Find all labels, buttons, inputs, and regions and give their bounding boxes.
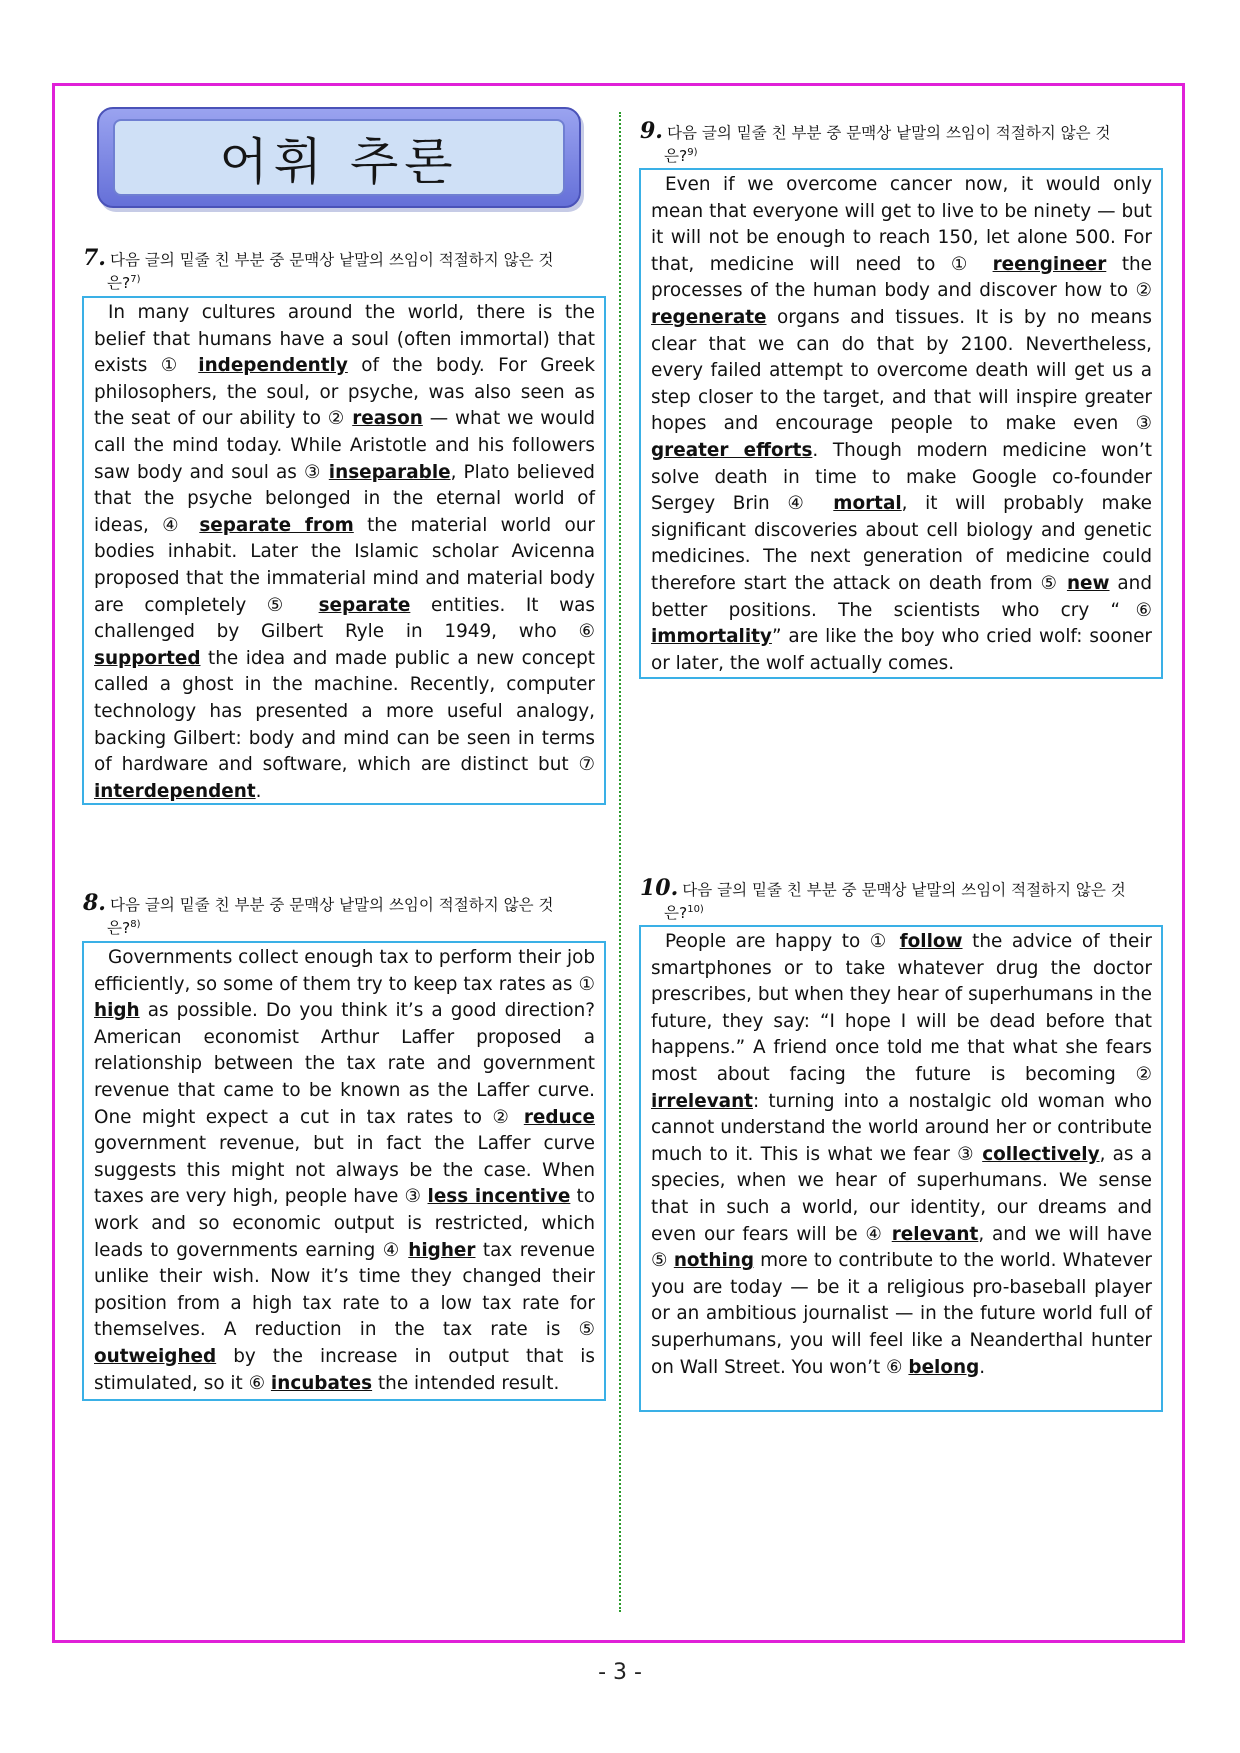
question-prompt: 다음 글의 밑줄 친 부분 중 문맥상 낱말의 쓰임이 적절하지 않은 것	[109, 896, 554, 914]
question-number: 8.	[83, 890, 106, 916]
underlined-word: new	[1066, 572, 1110, 594]
question-8-header	[83, 890, 603, 938]
footnote-marker: 8)	[130, 919, 141, 930]
passage-text: People are happy to ① follow the advice of their smartphones or to take whatever drug the doctor prescribes, but when they hear of superhumans in the future, they say: “I hope I will be dead before that happens.” A friend once told me that what she fears most about facing the future is becoming ② irrelevant: turning into a nostalgic old woman who cannot understand the world around her or contribute much to it. This is what we fear ③ collectively, as a species, when we hear of superhumans. We sense that in such a world, our identity, our dreams and even our fears will be ④ relevant, and we will have ⑤ nothing more to contribute to the world. Whatever you are today — be it a religious pro-baseball player or an ambitious journalist — in the future world full of superhumans, you will feel like a Neanderthal hunter on Wall Street. You won’t ⑥ belong.	[651, 931, 1152, 1378]
underlined-word: mortal	[833, 493, 902, 515]
underlined-word: follow	[899, 931, 963, 952]
passage-text: Governments collect enough tax to perform their job efficiently, so some of them try to keep tax rates as ① high as possible. Do you think it’s a good direction? American economist Arthur Laffer proposed a relationship between the tax rate and government revenue that came to be known as the Laffer curve. One might expect a cut in tax rates to ② reduce government revenue, but in fact the Laffer curve suggests this might not always be the case. When taxes are very high, people have ③ less incentive to work and so economic output is restricted, which leads to governments earning ④ higher tax revenue unlike their wish. Now it’s time they changed their position from a high tax rate to a low tax rate for themselves. A reduction in the tax rate is ⑤ outweighed by the increase in output that is stimulated, so it ⑥ incubates the intended result.	[94, 947, 595, 1394]
underlined-word: belong	[908, 1356, 980, 1378]
question-8-passage	[82, 941, 606, 1401]
question-number: 10.	[640, 875, 679, 901]
underlined-word: less incentive	[427, 1186, 571, 1208]
question-prompt-end: 은?	[664, 904, 688, 923]
question-10-passage	[639, 925, 1163, 1412]
question-prompt-end: 은?	[107, 274, 131, 293]
underlined-word: separate from	[199, 514, 354, 536]
question-9-passage	[639, 168, 1163, 679]
question-prompt-end: 은?	[107, 919, 131, 938]
footnote-marker: 10)	[687, 904, 704, 915]
underlined-word: reengineer	[992, 253, 1107, 275]
underlined-word: high	[94, 1000, 140, 1022]
footnote-marker: 7)	[130, 274, 141, 285]
underlined-word: supported	[94, 647, 201, 669]
question-prompt: 다음 글의 밑줄 친 부분 중 문맥상 낱말의 쓰임이 적절하지 않은 것	[109, 251, 554, 269]
underlined-word: irrelevant	[651, 1090, 753, 1112]
underlined-word: inseparable	[328, 461, 451, 483]
section-banner	[97, 107, 581, 208]
question-9-header	[640, 118, 1160, 166]
underlined-word: collectively	[982, 1143, 1100, 1165]
underlined-word: incubates	[270, 1372, 373, 1394]
question-10-header	[640, 875, 1160, 923]
column-divider	[619, 112, 621, 1612]
section-title: 어휘 추론	[113, 119, 565, 196]
page-number: - 3 -	[598, 1660, 642, 1685]
underlined-word: greater efforts	[651, 439, 813, 461]
footnote-marker: 9)	[687, 147, 698, 158]
passage-text: Even if we overcome cancer now, it would only mean that everyone will get to live to be ninety — but it will not be enough to reach 150, let alone 500. For that, medicine will need to ① reengineer the processes of the human body and discover how to ② regenerate organs and tissues. It is by no means clear that we can do that by 2100. Nevertheless, every failed attempt to overcome death will get us a step closer to the target, and that will inspire greater hopes and encourage people to make even ③ greater efforts. Though modern medicine won’t solve death in time to make Google co-founder Sergey Brin ④ mortal, it will probably make significant discoveries about cell biology and genetic medicines. The next generation of medicine could therefore start the attack on death from ⑤ new and better positions. The scientists who cry “⑥ immortality” are like the boy who cried wolf: sooner or later, the wolf actually comes.	[651, 174, 1152, 674]
underlined-word: interdependent	[94, 780, 256, 802]
question-7-passage	[82, 296, 606, 805]
question-prompt-end: 은?	[664, 147, 688, 166]
question-number: 7.	[83, 245, 106, 271]
underlined-word: reason	[352, 408, 423, 430]
underlined-word: nothing	[673, 1250, 754, 1272]
underlined-word: outweighed	[94, 1345, 217, 1367]
question-prompt: 다음 글의 밑줄 친 부분 중 문맥상 낱말의 쓰임이 적절하지 않은 것	[682, 881, 1126, 899]
underlined-word: reduce	[523, 1106, 595, 1128]
underlined-word: separate	[318, 594, 411, 616]
question-prompt: 다음 글의 밑줄 친 부분 중 문맥상 낱말의 쓰임이 적절하지 않은 것	[666, 124, 1111, 142]
question-7-header	[83, 245, 603, 293]
underlined-word: regenerate	[651, 306, 767, 328]
passage-text: In many cultures around the world, there is the belief that humans have a soul (often immortal) that exists ① independently of the body. For Greek philosophers, the soul, or psyche, was also seen as the seat of our ability to ② reason — what we would call the mind today. While Aristotle and his followers saw body and soul as ③ inseparable, Plato believed that the psyche belonged in the eternal world of ideas, ④ separate from the material world our bodies inhabit. Later the Islamic scholar Avicenna proposed that the immaterial mind and material body are completely ⑤ separate entities. It was challenged by Gilbert Ryle in 1949, who ⑥ supported the idea and made public a new concept called a ghost in the machine. Recently, computer technology has presented a more useful analogy, backing Gilbert: body and mind can be seen in terms of hardware and software, which are distinct but ⑦ interdependent.	[94, 302, 595, 802]
underlined-word: independently	[198, 355, 348, 377]
question-number: 9.	[640, 118, 663, 144]
underlined-word: relevant	[891, 1223, 979, 1245]
underlined-word: higher	[408, 1239, 476, 1261]
underlined-word: immortality	[651, 626, 772, 648]
